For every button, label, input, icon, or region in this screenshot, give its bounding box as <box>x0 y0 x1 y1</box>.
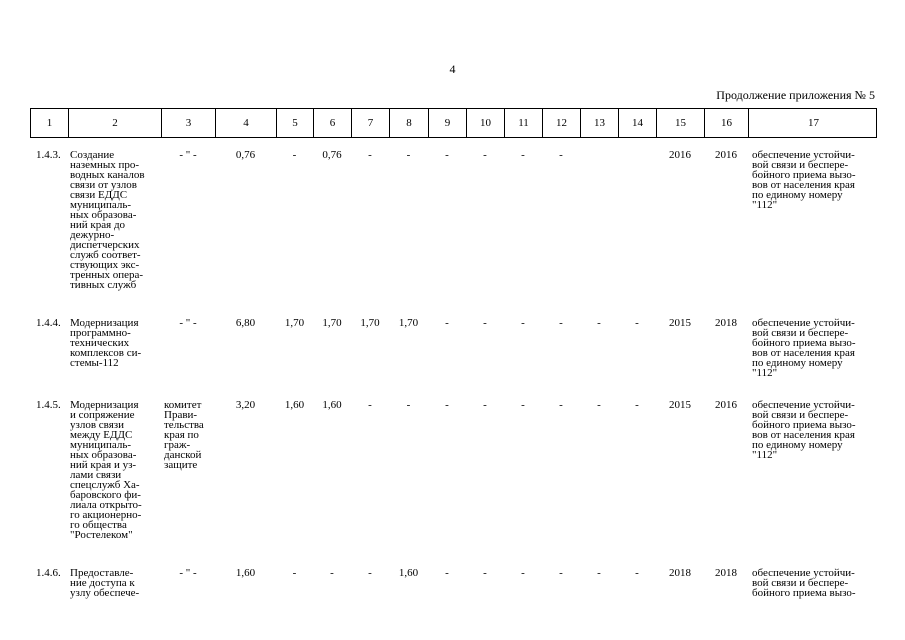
row-number: 1.4.6. <box>36 567 61 579</box>
header-col-6: 6 <box>314 109 352 137</box>
funding-value: - <box>559 317 563 329</box>
funding-value: - <box>406 149 411 161</box>
responsible-executor: комитет Прави- тельства края по граж- данской защите <box>164 399 204 471</box>
end-year: 2016 <box>715 399 737 411</box>
header-col-7: 7 <box>352 109 390 137</box>
end-year: 2016 <box>715 149 737 161</box>
funding-value: 3,20 <box>235 399 256 411</box>
activity-name: Модернизация и сопряжение узлов связи между ЕДДС муниципаль- ных образова- ний края и уз- лами связи спецслужб Ха- баровского фи- лиала открыто- го акционерно- го общества "Ростелеком" <box>70 399 142 541</box>
header-col-1: 1 <box>31 109 69 137</box>
funding-value: - <box>521 149 525 161</box>
funding-value: - <box>292 567 297 579</box>
activity-name: Создание наземных про- водных каналов связи от узлов связи ЕДДС муниципаль- ных образова- ний края до дежурно- диспетчерских служб соответ- ствующих экс- тренных опера- тивных служб <box>70 149 145 291</box>
header-col-8: 8 <box>390 109 429 137</box>
funding-value: - <box>597 567 601 579</box>
start-year: 2015 <box>669 317 691 329</box>
funding-value: - <box>483 399 487 411</box>
funding-value: - <box>445 399 449 411</box>
header-col-5: 5 <box>277 109 314 137</box>
funding-value: - <box>521 399 525 411</box>
end-year: 2018 <box>715 317 737 329</box>
funding-value: - <box>368 399 372 411</box>
expected-result: обеспечение устойчи- вой связи и беспере- бойного приема вызо- вов от населения края по единому номеру "112" <box>752 317 856 379</box>
responsible-executor: - " - <box>179 317 197 329</box>
page-number: 4 <box>449 62 456 76</box>
header-col-4: 4 <box>216 109 277 137</box>
funding-value: 1,70 <box>322 317 342 329</box>
funding-value: 1,60 <box>235 567 256 579</box>
table-header-row <box>30 108 877 138</box>
header-col-15: 15 <box>657 109 705 137</box>
row-number: 1.4.4. <box>36 317 61 329</box>
end-year: 2018 <box>715 567 737 579</box>
funding-value: - <box>445 317 449 329</box>
funding-value: 1,60 <box>284 399 305 411</box>
funding-value: - <box>368 567 372 579</box>
funding-value: - <box>406 399 411 411</box>
funding-value: 1,70 <box>284 317 305 329</box>
funding-value: - <box>559 567 563 579</box>
funding-value: 1,70 <box>360 317 380 329</box>
funding-value: - <box>559 399 563 411</box>
header-col-3: 3 <box>162 109 216 137</box>
funding-value: - <box>635 567 639 579</box>
start-year: 2016 <box>669 149 691 161</box>
header-col-17: 17 <box>808 117 819 129</box>
funding-value: - <box>559 149 563 161</box>
header-col-14: 14 <box>619 109 657 137</box>
responsible-executor: - " - <box>179 149 197 161</box>
expected-result: обеспечение устойчи- вой связи и беспере- бойного приема вызо- вов от населения края по единому номеру "112" <box>752 399 856 461</box>
responsible-executor: - " - <box>179 567 197 579</box>
funding-value: - <box>445 567 449 579</box>
funding-value: - <box>521 567 525 579</box>
funding-value: 6,80 <box>235 317 256 329</box>
row-number: 1.4.3. <box>36 149 61 161</box>
funding-value: - <box>483 149 487 161</box>
header-col-10: 10 <box>467 109 505 137</box>
funding-value: - <box>445 149 449 161</box>
start-year: 2018 <box>669 567 691 579</box>
header-col-9: 9 <box>429 109 467 137</box>
funding-value: - <box>292 149 297 161</box>
funding-value: - <box>635 399 639 411</box>
funding-value: - <box>635 317 639 329</box>
header-col-11: 11 <box>505 109 543 137</box>
expected-result: обеспечение устойчи- вой связи и беспере- бойного приема вызо- <box>752 567 856 599</box>
header-col-16: 16 <box>705 109 749 137</box>
funding-value: - <box>597 399 601 411</box>
header-col-2: 2 <box>69 109 162 137</box>
funding-value: - <box>521 317 525 329</box>
funding-value: 0,76 <box>322 149 342 161</box>
expected-result: обеспечение устойчи- вой связи и беспере- бойного приема вызо- вов от населения края по единому номеру "112" <box>752 149 856 211</box>
funding-value: - <box>330 567 334 579</box>
start-year: 2015 <box>669 399 691 411</box>
activity-name: Предоставле- ние доступа к узлу обеспече- <box>70 567 140 599</box>
header-col-12: 12 <box>543 109 581 137</box>
funding-value: - <box>483 567 487 579</box>
funding-value: - <box>368 149 372 161</box>
header-col-13: 13 <box>581 109 619 137</box>
appendix-continuation-label: Продолжение приложения № 5 <box>716 88 875 102</box>
funding-value: 1,60 <box>322 399 342 411</box>
activity-name: Модернизация программно- технических комплексов си- стемы-112 <box>70 317 142 369</box>
funding-value: 1,70 <box>398 317 419 329</box>
funding-value: - <box>597 317 601 329</box>
funding-value: - <box>483 317 487 329</box>
funding-value: 0,76 <box>235 149 256 161</box>
row-number: 1.4.5. <box>36 399 61 411</box>
funding-value: 1,60 <box>398 567 419 579</box>
